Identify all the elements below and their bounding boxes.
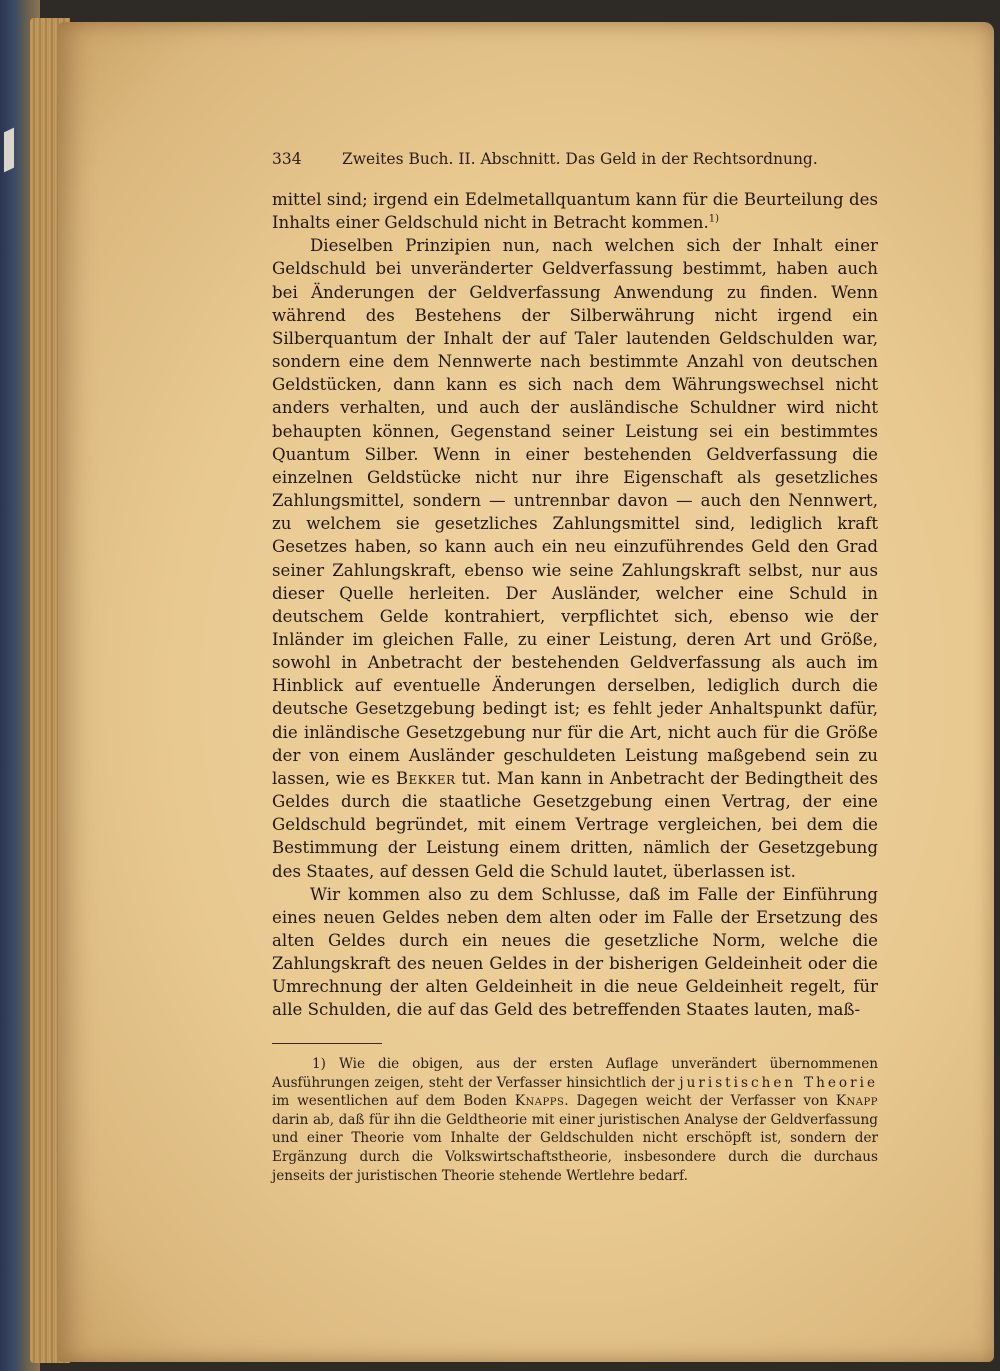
paragraph-1-text: mittel sind; irgend ein Edelmetallquantum kann für die Beurteilung des Inhalts einer Geldschuld nicht in Betracht kommen. — [272, 190, 878, 233]
paragraph-2 — [272, 234, 878, 882]
paragraph-2-part1: Dieselben Prinzipien nun, nach welchen sich der Inhalt einer Geldschuld bei unveränderter Geldverfassung bestimmt, haben auch bei Änderungen der Geldverfassung Anwendung zu finden. Wenn während des Bestehens der Silberwährung nicht irgend ein Silberquantum der Inhalt der auf Taler lautenden Geldschulden war, sondern eine dem Nennwerte nach bestimmte Anzahl von deutschen Geldstücken, dann kann es sich nach dem Währungswechsel nicht anders verhalten, und auch der ausländische Schuldner wird nicht behaupten können, Gegenstand seiner Leistung sei ein bestimmtes Quantum Silber. Wenn in einer bestehenden Geldverfassung die einzelnen Geldstücke nicht nur ihre Eigenschaft als gesetzliches Zahlungsmittel, sondern — untrennbar davon — auch den Nennwert, zu welchem sie gesetzliches Zahlungsmittel sind, lediglich kraft Gesetzes haben, so kann auch ein neu einzuführendes Geld den Grad seiner Zahlungskraft, ebenso wie seine Zahlungskraft selbst, nur aus dieser Quelle herleiten. Der Ausländer, welcher eine Schuld in deutschem Gelde kontrahiert, verpflichtet sich, ebenso wie der Inländer im gleichen Falle, zu einer Leistung, deren Art und Größe, sowohl in Anbetracht der bestehenden Geldverfassung als auch im Hinblick auf eventuelle Änderungen derselben, lediglich durch die deutsche Gesetzgebung bedingt ist; es fehlt jeder Anhaltspunkt dafür, die inländische Gesetzgebung nur für die Art, nicht auch für die Größe der von einem Ausländer geschuldeten Leistung maßgebend sein zu lassen, wie es — [272, 236, 878, 788]
paragraph-2-part2: tut. Man kann in Anbetracht der Bedingtheit des Geldes durch die staatliche Gesetzgebung einen Vertrag, der eine Geldschuld begründet, mit einem Vertrage vergleichen, bei dem die Bestimmung der Leistung einem dritten, nämlich der Gesetzgebung des Staates, auf dessen Geld die Schuld lautet, überlassen ist. — [272, 768, 878, 881]
body-text — [272, 188, 878, 1022]
footnote-part4: darin ab, daß für ihn die Geldtheorie mit einer juristischen Analyse der Geldverfassung und einer Theorie vom Inhalte der Geldschulden nicht erschöpft ist, sondern der Ergänzung durch die Volkswirtschaftstheorie, insbesondere durch die durchaus jenseits der juristischen Theorie stehende Wertlehre bedarf. — [272, 1111, 878, 1184]
footnote-part3: . Dagegen weicht der Verfasser von — [564, 1093, 828, 1110]
footnote — [272, 1055, 878, 1185]
page-number: 334 — [272, 150, 302, 168]
footnote-rule — [272, 1043, 382, 1044]
paragraph-1 — [272, 188, 878, 234]
running-title: Zweites Buch. II. Abschnitt. Das Geld in der Rechtsordnung. — [342, 150, 818, 168]
page-header — [272, 150, 882, 174]
footnote-part1: Wie die obigen, aus der ersten Auflage unverändert übernommenen Ausführungen zeigen, steht der Verfasser hinsichtlich der — [272, 1056, 878, 1091]
author-name-knapps: Knapps — [514, 1093, 565, 1110]
author-name-knapp: Knapp — [835, 1093, 878, 1110]
paragraph-3: Wir kommen also zu dem Schlusse, daß im Falle der Einführung eines neuen Geldes neben dem alten oder im Falle der Ersetzung des alten Geldes durch ein neues die gesetzliche Norm, welche die Zahlungskraft des neuen Geldes in der bisherigen Geldeinheit oder die Umrechnung der alten Geldeinheit in die neue Geldeinheit regelt, für alle Schulden, die auf das Geld des betreffenden Staates lauten, maß- — [272, 884, 878, 1020]
author-name-bekker: Bekker — [395, 768, 456, 788]
footnote-spaced-term: juristischen Theorie — [679, 1074, 878, 1091]
footnote-marker: 1) — [312, 1056, 326, 1072]
footnote-part2: im wesentlichen auf dem Boden — [272, 1093, 507, 1110]
footnote-reference: 1) — [708, 213, 720, 225]
